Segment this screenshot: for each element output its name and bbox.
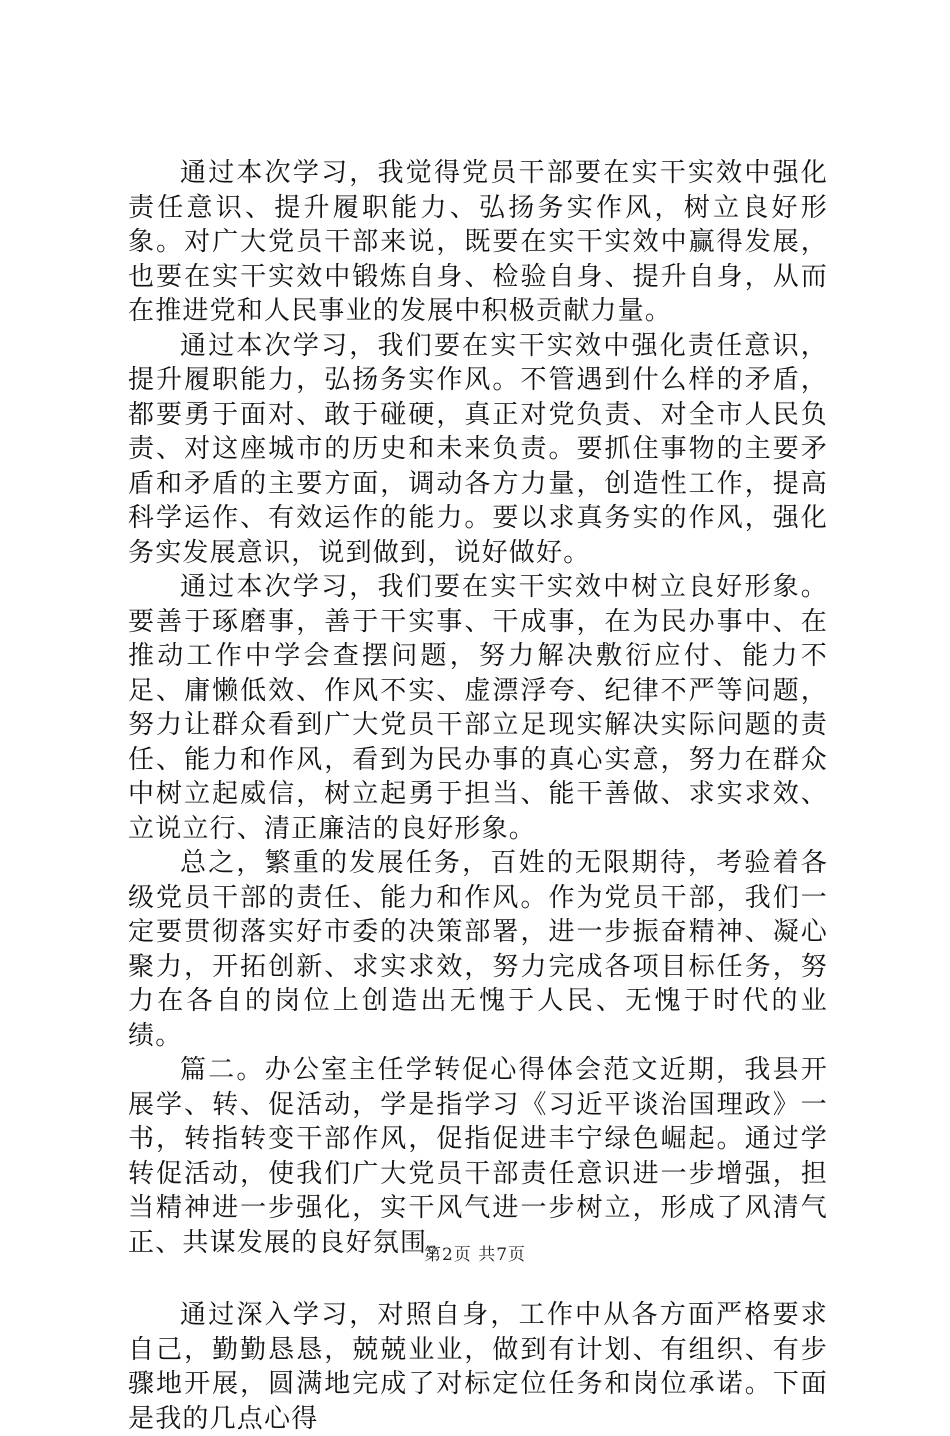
page-number-footer: 第2页 共7页 xyxy=(423,1245,527,1265)
paragraph-1: 通过本次学习，我觉得党员干部要在实干实效中强化责任意识、提升履职能力、弘扬务实作风，树立良好形象。对广大党员干部来说，既要在实干实效中赢得发展，也要在实干实效中锻炼自身、检验自身、提升自身，从而在推进党和人民事业的发展中积极贡献力量。 xyxy=(128,158,828,326)
paragraph-6: 通过深入学习，对照自身，工作中从各方面严格要求自己，勤勤恳恳，兢兢业业，做到有计划、有组织、有步骤地开展，圆满地完成了对标定位任务和岗位承诺。下面是我的几点心得 xyxy=(128,1300,828,1434)
paragraph-4: 总之，繁重的发展任务，百姓的无限期待，考验着各级党员干部的责任、能力和作风。作为党员干部，我们一定要贯彻落实好市委的决策部署，进一步振奋精神、凝心聚力，开拓创新、求实求效，努力完成各项目标任务，努力在各自的岗位上创造出无愧于人民、无愧于时代的业绩。 xyxy=(128,848,828,1051)
paragraph-2: 通过本次学习，我们要在实干实效中强化责任意识，提升履职能力，弘扬务实作风。不管遇到什么样的矛盾，都要勇于面对、敢于碰硬，真正对党负责、对全市人民负责、对这座城市的历史和未来负责。要抓住事物的主要矛盾和矛盾的主要方面，调动各方力量，创造性工作，提高科学运作、有效运作的能力。要以求真务实的作风，强化务实发展意识，说到做到，说好做好。 xyxy=(128,330,828,568)
paragraph-3: 通过本次学习，我们要在实干实效中树立良好形象。要善于琢磨事，善于干实事、干成事，在为民办事中、在推动工作中学会查摆问题，努力解决敷衍应付、能力不足、庸懒低效、作风不实、虚漂浮夸、纪律不严等问题，努力让群众看到广大党员干部立足现实解决实际问题的责任、能力和作风，看到为民办事的真心实意，努力在群众中树立起威信，树立起勇于担当、能干善做、求实求效、立说立行、清正廉洁的良好形象。 xyxy=(128,572,828,844)
paragraph-5: 篇二。办公室主任学转促心得体会范文近期，我县开展学、转、促活动，学是指学习《习近平谈治国理政》一书，转指转变干部作风，促指促进丰宁绿色崛起。通过学转促活动，使我们广大党员干部责任意识进一步增强，担当精神进一步强化，实干风气进一步树立，形成了风清气正、共谋发展的良好氛围。 xyxy=(128,1055,828,1258)
